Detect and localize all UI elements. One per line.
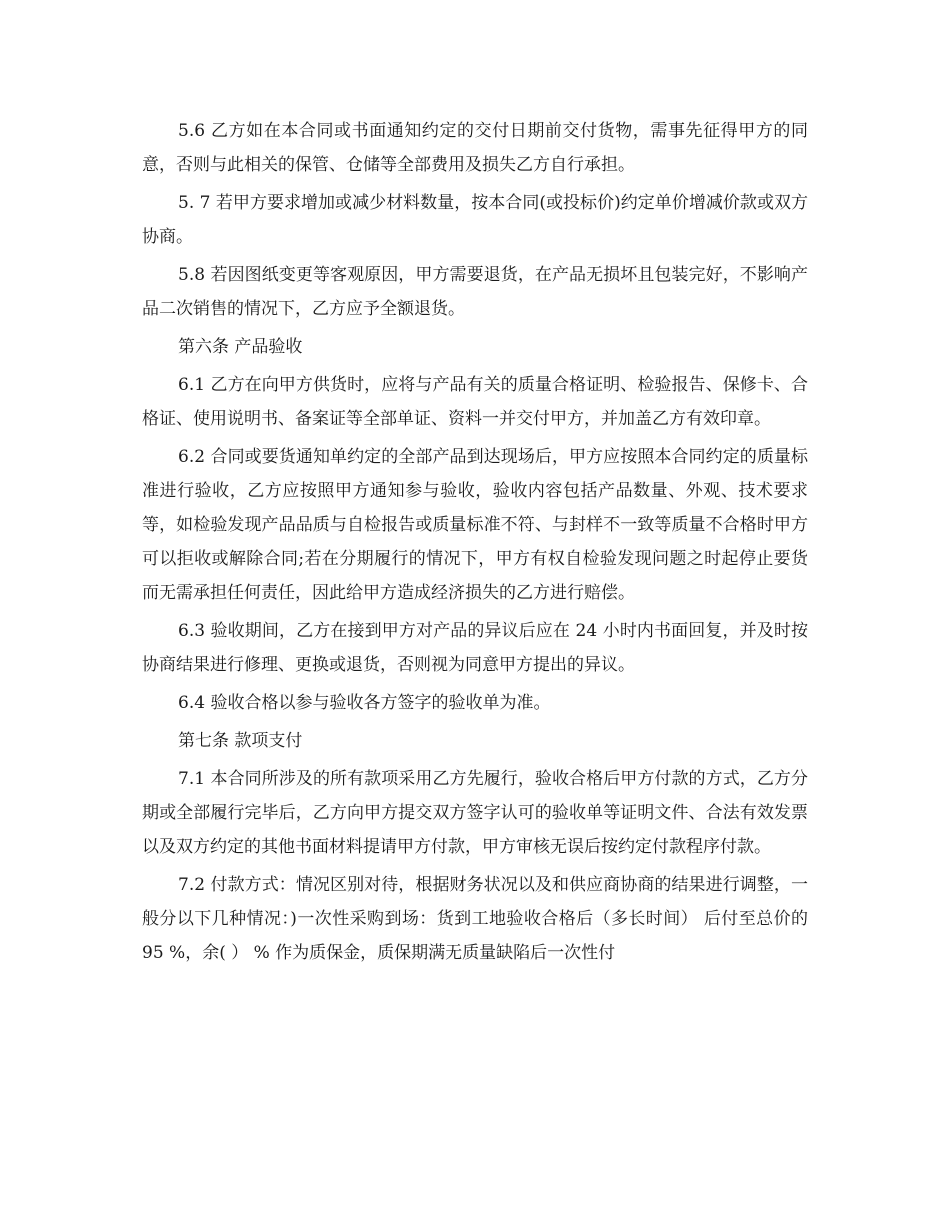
clause-7-2: 7.2 付款方式：情况区别对待，根据财务状况以及和供应商协商的结果进行调整，一般分以下几种情况：)一次性采购到场：货到工地验收合格后（多长时间） 后付至总价的 95 %，余( ） % 作为质保金，质保期满无质量缺陷后一次性付 [142, 875, 808, 963]
clause-6-3: 6.3 验收期间，乙方在接到甲方对产品的异议后应在 24 小时内书面回复，并及时按协商结果进行修理、更换或退货，否则视为同意甲方提出的异议。 [142, 621, 808, 675]
clause-7-1: 7.1 本合同所涉及的所有款项采用乙方先履行，验收合格后甲方付款的方式，乙方分期或全部履行完毕后，乙方向甲方提交双方签字认可的验收单等证明文件、合法有效发票以及双方约定的其他书面材料提请甲方付款，甲方审核无误后按约定付款程序付款。 [142, 769, 808, 857]
clause-6-1: 6.1 乙方在向甲方供货时，应将与产品有关的质量合格证明、检验报告、保修卡、合格证、使用说明书、备案证等全部单证、资料一并交付甲方，并加盖乙方有效印章。 [142, 375, 808, 429]
clause-5-8: 5.8 若因图纸变更等客观原因，甲方需要退货，在产品无损坏且包装完好，不影响产品二次销售的情况下，乙方应予全额退货。 [142, 265, 808, 319]
clause-6-4: 6.4 验收合格以参与验收各方签字的验收单为准。 [178, 693, 551, 713]
section-heading-article-7: 第七条 款项支付 [178, 731, 303, 751]
clause-5-6: 5.6 乙方如在本合同或书面通知约定的交付日期前交付货物，需事先征得甲方的同 意，否则与此相关的保管、仓储等全部费用及损失乙方自行承担。 [142, 121, 808, 175]
document-page [142, 114, 808, 974]
clause-5-7: 5. 7 若甲方要求增加或减少材料数量，按本合同(或投标价)约定单价增减价款或双方协商。 [142, 193, 808, 247]
section-heading-article-6: 第六条 产品验收 [178, 337, 303, 357]
clause-6-2: 6.2 合同或要货通知单约定的全部产品到达现场后，甲方应按照本合同约定的质量标准进行验收，乙方应按照甲方通知参与验收，验收内容包括产品数量、外观、技术要求等，如检验发现产品品质与自检报告或质量标准不符、与封样不一致等质量不合格时甲方可以拒收或解除合同;若在分期履行的情况下，甲方有权自检验发现问题之时起停止要货而无需承担任何责任，因此给甲方造成经济损失的乙方进行赔偿。 [142, 447, 808, 603]
